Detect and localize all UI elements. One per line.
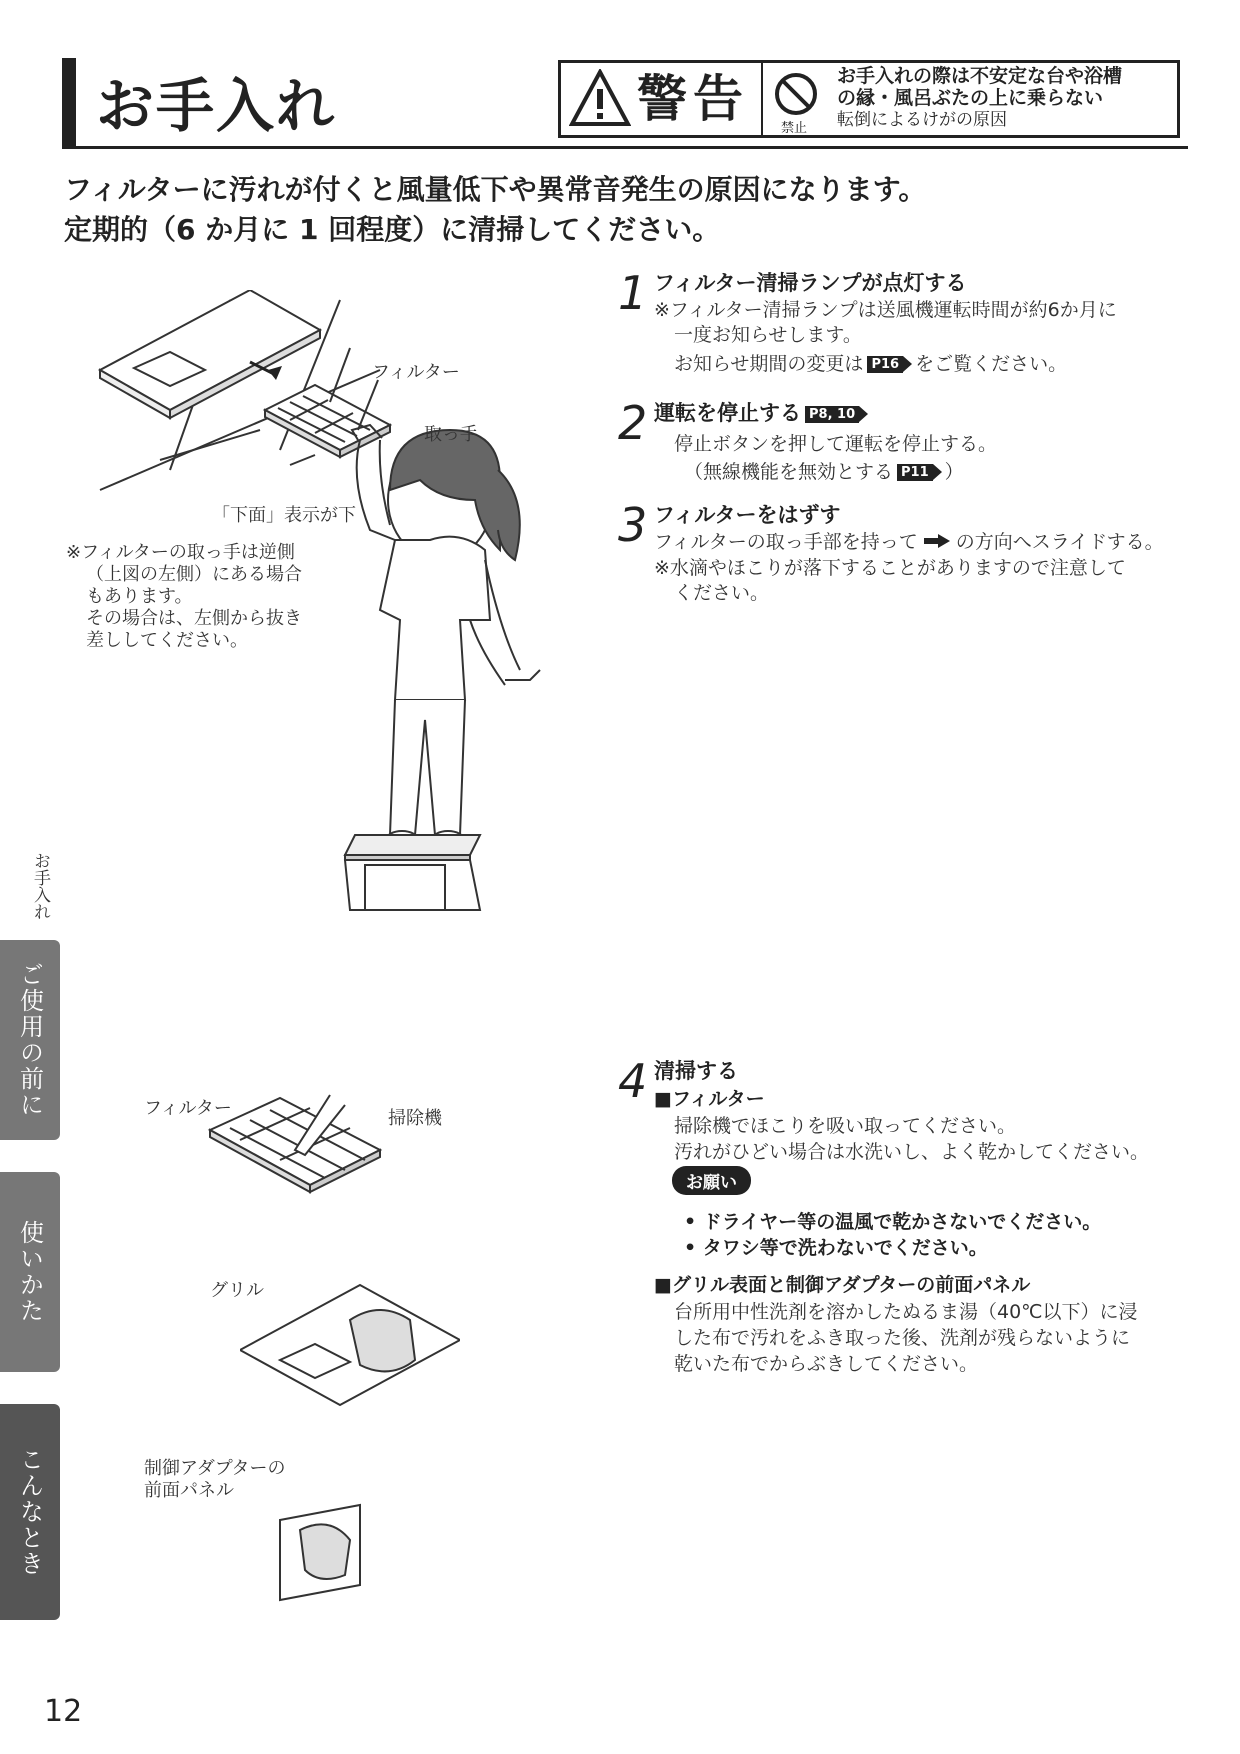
right-arrow-icon xyxy=(924,530,950,555)
side-tab-troubleshooting[interactable]: こんなとき xyxy=(0,1404,60,1620)
step-1-number: 1 xyxy=(618,266,648,320)
step-4-number: 4 xyxy=(618,1054,648,1108)
page-ref-p16: P16 xyxy=(867,356,903,373)
note-line-1: ※フィルターの取っ手は逆側 xyxy=(66,542,295,563)
step-3-line-3: ください。 xyxy=(674,582,770,604)
step-2-line-2: （無線機能を無効とする P11 ） xyxy=(684,461,964,483)
label-bottom-mark: 「下面」表示が下 xyxy=(212,505,356,526)
step-3-line-2: ※水滴やほこりが落下することがありますので注意して xyxy=(654,557,1126,579)
request-badge: お願い xyxy=(672,1166,751,1195)
step-1-line-3: お知らせ期間の変更は P16 をご覧ください。 xyxy=(674,353,1068,375)
step-4-filter-line-2: 汚れがひどい場合は水洗いし、よく乾かしてください。 xyxy=(674,1141,1150,1163)
step-4-grille-line-3: 乾いた布でからぶきしてください。 xyxy=(674,1353,979,1375)
step-3-number: 3 xyxy=(618,498,648,552)
adapter-wipe-illustration xyxy=(270,1500,390,1610)
step-4-title: 清掃する xyxy=(654,1059,738,1083)
page-ref-p8-10: P8, 10 xyxy=(805,406,859,423)
warning-box xyxy=(558,60,1180,138)
warning-line-2: の縁・風呂ぶたの上に乗らない xyxy=(837,87,1104,109)
title-accent-bar xyxy=(62,58,76,146)
label-filter-2: フィルター xyxy=(144,1098,232,1119)
step-1-line-1: ※フィルター清掃ランプは送風機運転時間が約6か月に xyxy=(654,299,1117,321)
intro-line-2: 定期的（6 か月に 1 回程度）に清掃してください。 xyxy=(64,213,721,246)
step-3-title: フィルターをはずす xyxy=(654,503,841,527)
step-1-line-2: 一度お知らせします。 xyxy=(674,324,862,346)
filter-removal-illustration xyxy=(60,290,580,1050)
step-4-filter-line-1: 掃除機でほこりを吸い取ってください。 xyxy=(674,1115,1017,1137)
intro-line-1: フィルターに汚れが付くと風量低下や異常音発生の原因になります。 xyxy=(64,173,927,206)
note-line-2: （上図の左側）にある場合 xyxy=(86,564,302,585)
page-number: 12 xyxy=(44,1694,83,1729)
warning-divider xyxy=(761,63,763,135)
label-adapter-2: 前面パネル xyxy=(144,1480,234,1501)
prohibit-icon xyxy=(773,71,819,121)
step-4-bullet-2: • タワシ等で洗わないでください。 xyxy=(684,1237,988,1259)
note-line-4: その場合は、左側から抜き xyxy=(86,608,302,629)
side-tab-before-use[interactable]: ご使用の前に xyxy=(0,940,60,1140)
step-4-bullet-1: • ドライヤー等の温風で乾かさないでください。 xyxy=(684,1211,1102,1233)
note-line-5: 差ししてください。 xyxy=(86,630,248,651)
step-4-grille-line-1: 台所用中性洗剤を溶かしたぬるま湯（40℃以下）に浸 xyxy=(674,1301,1138,1323)
step-2-line-1: 停止ボタンを押して運転を停止する。 xyxy=(674,433,998,455)
note-line-3: もあります。 xyxy=(86,586,193,607)
step-4-grille-line-2: した布で汚れをふき取った後、洗剤が残らないように xyxy=(674,1327,1131,1349)
step-4-sub-grille: ■グリル表面と制御アダプターの前面パネル xyxy=(654,1274,1031,1296)
warning-line-3: 転倒によるけがの原因 xyxy=(837,110,1007,130)
page-ref-p11: P11 xyxy=(897,464,933,481)
warning-word: 警告 xyxy=(637,70,749,128)
label-adapter-1: 制御アダプターの xyxy=(144,1458,286,1479)
grille-wipe-illustration xyxy=(240,1280,460,1420)
label-vacuum: 掃除機 xyxy=(388,1108,442,1129)
step-4-sub-filter: ■フィルター xyxy=(654,1088,765,1110)
step-2-number: 2 xyxy=(618,396,648,450)
label-grille: グリル xyxy=(210,1280,264,1301)
label-handle: 取っ手 xyxy=(424,424,478,445)
title-underline xyxy=(62,146,1188,149)
page-title: お手入れ xyxy=(96,72,337,140)
side-tab-how-to-use[interactable]: 使いかた xyxy=(0,1172,60,1372)
label-filter: フィルター xyxy=(372,362,460,383)
step-2-title: 運転を停止する P8, 10 xyxy=(654,400,871,426)
step-3-line-1: フィルターの取っ手部を持って の方向へスライドする。 xyxy=(654,531,1164,553)
warning-triangle-icon xyxy=(569,69,631,131)
prohibit-label: 禁止 xyxy=(781,121,808,136)
step-1-title: フィルター清掃ランプが点灯する xyxy=(654,271,967,295)
warning-line-1: お手入れの際は不安定な台や浴槽 xyxy=(837,65,1123,87)
side-tab-current: お手入れ xyxy=(30,852,50,920)
